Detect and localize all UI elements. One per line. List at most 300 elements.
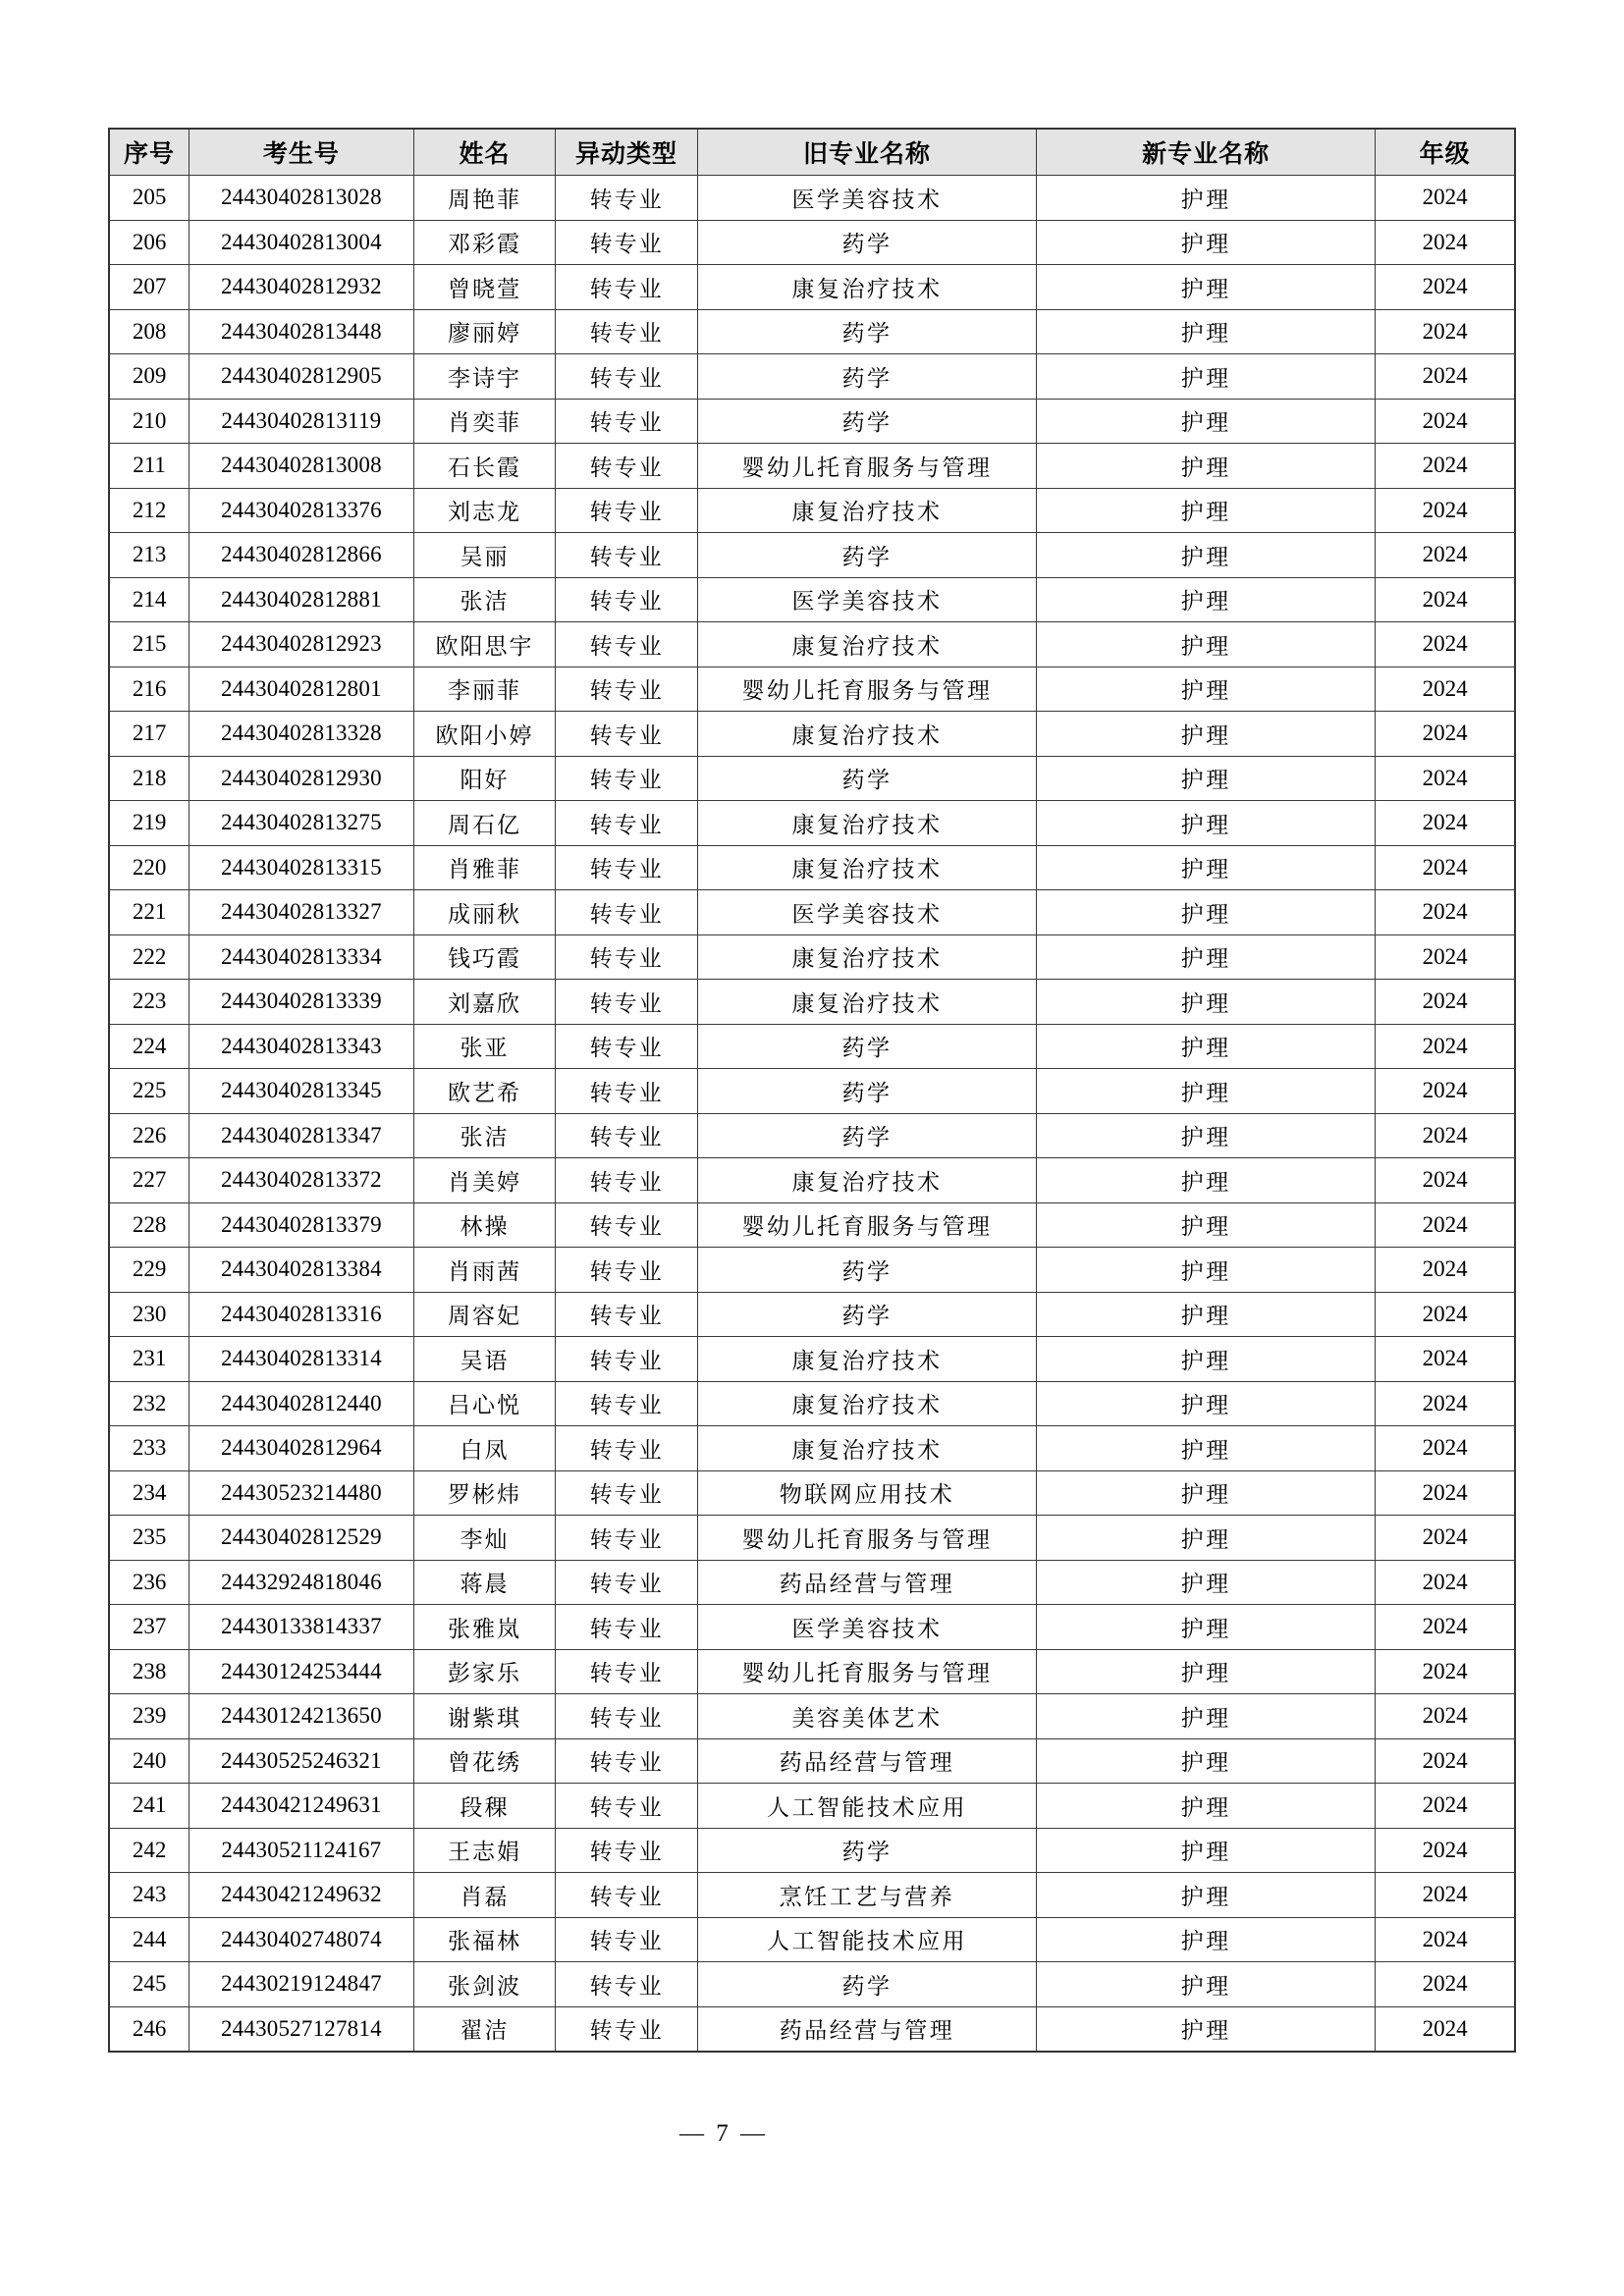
cell-exam-number: 24430402813334 xyxy=(189,934,414,980)
cell-exam-number: 24430402812923 xyxy=(189,622,414,667)
cell-name: 张洁 xyxy=(413,1113,556,1158)
cell-change-type: 转专业 xyxy=(556,934,698,980)
cell-exam-number: 24430124213650 xyxy=(189,1694,414,1739)
cell-old-major: 康复治疗技术 xyxy=(697,622,1036,667)
cell-grade: 2024 xyxy=(1376,354,1515,400)
cell-new-major: 护理 xyxy=(1037,1426,1376,1471)
cell-grade: 2024 xyxy=(1376,444,1515,489)
cell-exam-number: 24430402813448 xyxy=(189,309,414,354)
cell-exam-number: 24430402813008 xyxy=(189,444,414,489)
cell-change-type: 转专业 xyxy=(556,1158,698,1203)
cell-change-type: 转专业 xyxy=(556,1962,698,2007)
cell-sequence: 241 xyxy=(109,1784,189,1829)
cell-old-major: 康复治疗技术 xyxy=(697,488,1036,533)
cell-exam-number: 24430402812881 xyxy=(189,577,414,622)
cell-exam-number: 24430402812905 xyxy=(189,354,414,400)
cell-old-major: 药学 xyxy=(697,1292,1036,1337)
cell-old-major: 药学 xyxy=(697,1828,1036,1873)
cell-exam-number: 24430402813314 xyxy=(189,1337,414,1382)
cell-old-major: 烹饪工艺与营养 xyxy=(697,1873,1036,1918)
cell-exam-number: 24430521124167 xyxy=(189,1828,414,1873)
cell-old-major: 药品经营与管理 xyxy=(697,2006,1036,2052)
cell-change-type: 转专业 xyxy=(556,890,698,935)
cell-grade: 2024 xyxy=(1376,1113,1515,1158)
cell-new-major: 护理 xyxy=(1037,622,1376,667)
cell-exam-number: 24430402813119 xyxy=(189,399,414,444)
table-row xyxy=(109,1962,1515,2007)
cell-new-major: 护理 xyxy=(1037,1202,1376,1248)
table-row xyxy=(109,2006,1515,2052)
table-row xyxy=(109,1738,1515,1784)
cell-old-major: 药学 xyxy=(697,399,1036,444)
cell-old-major: 康复治疗技术 xyxy=(697,1337,1036,1382)
cell-sequence: 226 xyxy=(109,1113,189,1158)
cell-change-type: 转专业 xyxy=(556,801,698,846)
cell-old-major: 康复治疗技术 xyxy=(697,265,1036,310)
cell-change-type: 转专业 xyxy=(556,756,698,801)
cell-grade: 2024 xyxy=(1376,265,1515,310)
cell-grade: 2024 xyxy=(1376,1426,1515,1471)
cell-exam-number: 24430402812930 xyxy=(189,756,414,801)
cell-old-major: 药学 xyxy=(697,533,1036,578)
table-row xyxy=(109,1470,1515,1516)
cell-old-major: 康复治疗技术 xyxy=(697,801,1036,846)
cell-grade: 2024 xyxy=(1376,176,1515,221)
cell-new-major: 护理 xyxy=(1037,1784,1376,1829)
cell-old-major: 康复治疗技术 xyxy=(697,1381,1036,1426)
table-row xyxy=(109,1248,1515,1293)
cell-grade: 2024 xyxy=(1376,399,1515,444)
cell-exam-number: 24430402812932 xyxy=(189,265,414,310)
cell-old-major: 婴幼儿托育服务与管理 xyxy=(697,1202,1036,1248)
cell-exam-number: 24430402813376 xyxy=(189,488,414,533)
cell-sequence: 228 xyxy=(109,1202,189,1248)
table-row xyxy=(109,354,1515,400)
table-row xyxy=(109,1337,1515,1382)
cell-change-type: 转专业 xyxy=(556,1873,698,1918)
cell-change-type: 转专业 xyxy=(556,354,698,400)
cell-change-type: 转专业 xyxy=(556,1828,698,1873)
cell-new-major: 护理 xyxy=(1037,1470,1376,1516)
cell-new-major: 护理 xyxy=(1037,354,1376,400)
cell-sequence: 217 xyxy=(109,712,189,757)
cell-name: 肖雅菲 xyxy=(413,845,556,890)
cell-exam-number: 24430402813315 xyxy=(189,845,414,890)
cell-sequence: 216 xyxy=(109,667,189,712)
cell-name: 欧阳小婷 xyxy=(413,712,556,757)
cell-new-major: 护理 xyxy=(1037,890,1376,935)
cell-new-major: 护理 xyxy=(1037,399,1376,444)
table-row xyxy=(109,1158,1515,1203)
cell-old-major: 药学 xyxy=(697,1113,1036,1158)
cell-name: 刘嘉欣 xyxy=(413,980,556,1025)
cell-exam-number: 24430402813372 xyxy=(189,1158,414,1203)
cell-new-major: 护理 xyxy=(1037,667,1376,712)
cell-change-type: 转专业 xyxy=(556,1381,698,1426)
cell-new-major: 护理 xyxy=(1037,1649,1376,1694)
cell-name: 张亚 xyxy=(413,1024,556,1069)
cell-change-type: 转专业 xyxy=(556,533,698,578)
cell-grade: 2024 xyxy=(1376,1248,1515,1293)
cell-change-type: 转专业 xyxy=(556,1024,698,1069)
cell-exam-number: 24430402813345 xyxy=(189,1069,414,1114)
table-row xyxy=(109,1917,1515,1962)
cell-name: 成丽秋 xyxy=(413,890,556,935)
cell-change-type: 转专业 xyxy=(556,1426,698,1471)
table-row xyxy=(109,712,1515,757)
cell-new-major: 护理 xyxy=(1037,1337,1376,1382)
cell-sequence: 244 xyxy=(109,1917,189,1962)
cell-sequence: 214 xyxy=(109,577,189,622)
cell-new-major: 护理 xyxy=(1037,577,1376,622)
cell-sequence: 212 xyxy=(109,488,189,533)
table-row xyxy=(109,890,1515,935)
cell-change-type: 转专业 xyxy=(556,176,698,221)
cell-grade: 2024 xyxy=(1376,934,1515,980)
cell-change-type: 转专业 xyxy=(556,1784,698,1829)
table-row xyxy=(109,444,1515,489)
cell-sequence: 240 xyxy=(109,1738,189,1784)
cell-old-major: 人工智能技术应用 xyxy=(697,1917,1036,1962)
cell-new-major: 护理 xyxy=(1037,980,1376,1025)
cell-name: 罗彬炜 xyxy=(413,1470,556,1516)
cell-sequence: 238 xyxy=(109,1649,189,1694)
table-row xyxy=(109,399,1515,444)
cell-old-major: 康复治疗技术 xyxy=(697,1158,1036,1203)
cell-old-major: 人工智能技术应用 xyxy=(697,1784,1036,1829)
cell-sequence: 246 xyxy=(109,2006,189,2052)
table-row xyxy=(109,1381,1515,1426)
cell-sequence: 231 xyxy=(109,1337,189,1382)
cell-grade: 2024 xyxy=(1376,756,1515,801)
cell-old-major: 药品经营与管理 xyxy=(697,1560,1036,1605)
cell-name: 彭家乐 xyxy=(413,1649,556,1694)
cell-sequence: 243 xyxy=(109,1873,189,1918)
table-row xyxy=(109,980,1515,1025)
cell-old-major: 药学 xyxy=(697,309,1036,354)
cell-exam-number: 24430421249632 xyxy=(189,1873,414,1918)
cell-old-major: 康复治疗技术 xyxy=(697,845,1036,890)
cell-exam-number: 24430402813028 xyxy=(189,176,414,221)
cell-grade: 2024 xyxy=(1376,309,1515,354)
cell-new-major: 护理 xyxy=(1037,1694,1376,1739)
cell-sequence: 239 xyxy=(109,1694,189,1739)
cell-exam-number: 24430525246321 xyxy=(189,1738,414,1784)
cell-new-major: 护理 xyxy=(1037,1248,1376,1293)
cell-new-major: 护理 xyxy=(1037,2006,1376,2052)
cell-exam-number: 24430402813347 xyxy=(189,1113,414,1158)
column-header-name: 姓名 xyxy=(413,129,556,176)
cell-change-type: 转专业 xyxy=(556,712,698,757)
table-row xyxy=(109,756,1515,801)
cell-sequence: 224 xyxy=(109,1024,189,1069)
cell-name: 张福林 xyxy=(413,1917,556,1962)
cell-old-major: 医学美容技术 xyxy=(697,890,1036,935)
table-row xyxy=(109,1694,1515,1739)
cell-sequence: 213 xyxy=(109,533,189,578)
cell-change-type: 转专业 xyxy=(556,444,698,489)
table-row xyxy=(109,1069,1515,1114)
cell-change-type: 转专业 xyxy=(556,1292,698,1337)
cell-name: 石长霞 xyxy=(413,444,556,489)
cell-grade: 2024 xyxy=(1376,1649,1515,1694)
cell-exam-number: 24430219124847 xyxy=(189,1962,414,2007)
cell-name: 张雅岚 xyxy=(413,1605,556,1650)
cell-new-major: 护理 xyxy=(1037,1962,1376,2007)
table-row xyxy=(109,220,1515,265)
cell-sequence: 205 xyxy=(109,176,189,221)
cell-new-major: 护理 xyxy=(1037,1113,1376,1158)
cell-grade: 2024 xyxy=(1376,1917,1515,1962)
cell-grade: 2024 xyxy=(1376,2006,1515,2052)
cell-change-type: 转专业 xyxy=(556,265,698,310)
cell-new-major: 护理 xyxy=(1037,1828,1376,1873)
cell-change-type: 转专业 xyxy=(556,1248,698,1293)
cell-old-major: 药学 xyxy=(697,1069,1036,1114)
cell-grade: 2024 xyxy=(1376,712,1515,757)
cell-new-major: 护理 xyxy=(1037,444,1376,489)
cell-new-major: 护理 xyxy=(1037,1292,1376,1337)
table-row xyxy=(109,1784,1515,1829)
cell-old-major: 药学 xyxy=(697,354,1036,400)
column-header-grade: 年级 xyxy=(1376,129,1515,176)
cell-grade: 2024 xyxy=(1376,220,1515,265)
cell-new-major: 护理 xyxy=(1037,1917,1376,1962)
cell-grade: 2024 xyxy=(1376,1381,1515,1426)
cell-sequence: 245 xyxy=(109,1962,189,2007)
table-row xyxy=(109,934,1515,980)
cell-change-type: 转专业 xyxy=(556,1649,698,1694)
cell-old-major: 康复治疗技术 xyxy=(697,934,1036,980)
cell-old-major: 药学 xyxy=(697,220,1036,265)
cell-name: 吴丽 xyxy=(413,533,556,578)
table-row xyxy=(109,265,1515,310)
cell-sequence: 229 xyxy=(109,1248,189,1293)
cell-change-type: 转专业 xyxy=(556,1202,698,1248)
cell-name: 王志娟 xyxy=(413,1828,556,1873)
student-major-change-table xyxy=(108,128,1516,2053)
table-row xyxy=(109,622,1515,667)
cell-exam-number: 24430402812440 xyxy=(189,1381,414,1426)
cell-name: 肖磊 xyxy=(413,1873,556,1918)
cell-grade: 2024 xyxy=(1376,980,1515,1025)
table-row xyxy=(109,1202,1515,1248)
cell-sequence: 207 xyxy=(109,265,189,310)
cell-change-type: 转专业 xyxy=(556,1113,698,1158)
cell-old-major: 医学美容技术 xyxy=(697,1605,1036,1650)
cell-name: 邓彩霞 xyxy=(413,220,556,265)
table-row xyxy=(109,1516,1515,1561)
cell-grade: 2024 xyxy=(1376,1516,1515,1561)
cell-grade: 2024 xyxy=(1376,1470,1515,1516)
cell-name: 林操 xyxy=(413,1202,556,1248)
table-row xyxy=(109,1292,1515,1337)
cell-sequence: 230 xyxy=(109,1292,189,1337)
cell-change-type: 转专业 xyxy=(556,1337,698,1382)
cell-name: 肖美婷 xyxy=(413,1158,556,1203)
cell-new-major: 护理 xyxy=(1037,309,1376,354)
cell-old-major: 药学 xyxy=(697,1962,1036,2007)
cell-change-type: 转专业 xyxy=(556,2006,698,2052)
column-header-new-major: 新专业名称 xyxy=(1037,129,1376,176)
cell-change-type: 转专业 xyxy=(556,577,698,622)
cell-grade: 2024 xyxy=(1376,1292,1515,1337)
cell-sequence: 233 xyxy=(109,1426,189,1471)
cell-new-major: 护理 xyxy=(1037,712,1376,757)
column-header-exam-number: 考生号 xyxy=(189,129,414,176)
column-header-old-major: 旧专业名称 xyxy=(697,129,1036,176)
cell-exam-number: 24430523214480 xyxy=(189,1470,414,1516)
cell-exam-number: 24430402813384 xyxy=(189,1248,414,1293)
cell-sequence: 236 xyxy=(109,1560,189,1605)
cell-grade: 2024 xyxy=(1376,1828,1515,1873)
cell-change-type: 转专业 xyxy=(556,1560,698,1605)
student-major-change-table-container xyxy=(108,128,1516,2053)
cell-sequence: 235 xyxy=(109,1516,189,1561)
cell-old-major: 美容美体艺术 xyxy=(697,1694,1036,1739)
cell-exam-number: 24430402812801 xyxy=(189,667,414,712)
cell-old-major: 婴幼儿托育服务与管理 xyxy=(697,1516,1036,1561)
cell-old-major: 药学 xyxy=(697,1024,1036,1069)
cell-exam-number: 24430124253444 xyxy=(189,1649,414,1694)
cell-old-major: 婴幼儿托育服务与管理 xyxy=(697,444,1036,489)
cell-change-type: 转专业 xyxy=(556,1516,698,1561)
cell-new-major: 护理 xyxy=(1037,1024,1376,1069)
cell-change-type: 转专业 xyxy=(556,1470,698,1516)
cell-name: 欧阳思宇 xyxy=(413,622,556,667)
cell-name: 周艳菲 xyxy=(413,176,556,221)
cell-old-major: 康复治疗技术 xyxy=(697,712,1036,757)
cell-exam-number: 24430402812964 xyxy=(189,1426,414,1471)
cell-name: 肖奕菲 xyxy=(413,399,556,444)
cell-sequence: 210 xyxy=(109,399,189,444)
cell-new-major: 护理 xyxy=(1037,533,1376,578)
table-row xyxy=(109,577,1515,622)
table-header xyxy=(109,129,1515,176)
cell-change-type: 转专业 xyxy=(556,1069,698,1114)
column-header-change-type: 异动类型 xyxy=(556,129,698,176)
cell-name: 阳好 xyxy=(413,756,556,801)
table-row xyxy=(109,1024,1515,1069)
cell-name: 蒋晨 xyxy=(413,1560,556,1605)
cell-grade: 2024 xyxy=(1376,1024,1515,1069)
cell-grade: 2024 xyxy=(1376,488,1515,533)
cell-grade: 2024 xyxy=(1376,1158,1515,1203)
cell-name: 张剑波 xyxy=(413,1962,556,2007)
cell-name: 欧艺希 xyxy=(413,1069,556,1114)
cell-exam-number: 24430402813343 xyxy=(189,1024,414,1069)
cell-new-major: 护理 xyxy=(1037,1158,1376,1203)
cell-new-major: 护理 xyxy=(1037,1873,1376,1918)
table-row xyxy=(109,1605,1515,1650)
cell-exam-number: 24430402812866 xyxy=(189,533,414,578)
cell-name: 周石亿 xyxy=(413,801,556,846)
cell-change-type: 转专业 xyxy=(556,1917,698,1962)
cell-grade: 2024 xyxy=(1376,1694,1515,1739)
cell-new-major: 护理 xyxy=(1037,265,1376,310)
cell-change-type: 转专业 xyxy=(556,220,698,265)
column-header-sequence: 序号 xyxy=(109,129,189,176)
table-row xyxy=(109,1828,1515,1873)
cell-new-major: 护理 xyxy=(1037,1516,1376,1561)
cell-old-major: 药品经营与管理 xyxy=(697,1738,1036,1784)
table-row xyxy=(109,1873,1515,1918)
table-row xyxy=(109,845,1515,890)
cell-sequence: 209 xyxy=(109,354,189,400)
page-number-footer: — 7 — xyxy=(679,2120,768,2147)
cell-new-major: 护理 xyxy=(1037,756,1376,801)
cell-sequence: 211 xyxy=(109,444,189,489)
cell-change-type: 转专业 xyxy=(556,309,698,354)
cell-name: 周容妃 xyxy=(413,1292,556,1337)
table-row xyxy=(109,1560,1515,1605)
cell-grade: 2024 xyxy=(1376,1962,1515,2007)
cell-new-major: 护理 xyxy=(1037,1605,1376,1650)
cell-exam-number: 24430402748074 xyxy=(189,1917,414,1962)
cell-exam-number: 24430402813275 xyxy=(189,801,414,846)
cell-exam-number: 24430402813379 xyxy=(189,1202,414,1248)
cell-grade: 2024 xyxy=(1376,1605,1515,1650)
cell-sequence: 221 xyxy=(109,890,189,935)
cell-change-type: 转专业 xyxy=(556,1605,698,1650)
cell-name: 李诗宇 xyxy=(413,354,556,400)
cell-old-major: 婴幼儿托育服务与管理 xyxy=(697,667,1036,712)
cell-new-major: 护理 xyxy=(1037,220,1376,265)
cell-old-major: 药学 xyxy=(697,756,1036,801)
cell-grade: 2024 xyxy=(1376,1784,1515,1829)
cell-old-major: 物联网应用技术 xyxy=(697,1470,1036,1516)
cell-name: 白凤 xyxy=(413,1426,556,1471)
table-row xyxy=(109,1113,1515,1158)
cell-grade: 2024 xyxy=(1376,890,1515,935)
cell-exam-number: 24430402813339 xyxy=(189,980,414,1025)
cell-sequence: 232 xyxy=(109,1381,189,1426)
cell-exam-number: 24430133814337 xyxy=(189,1605,414,1650)
cell-old-major: 康复治疗技术 xyxy=(697,980,1036,1025)
cell-name: 廖丽婷 xyxy=(413,309,556,354)
cell-new-major: 护理 xyxy=(1037,801,1376,846)
table-header-row xyxy=(109,129,1515,176)
cell-exam-number: 24430527127814 xyxy=(189,2006,414,2052)
cell-name: 肖雨茜 xyxy=(413,1248,556,1293)
cell-grade: 2024 xyxy=(1376,1337,1515,1382)
cell-old-major: 医学美容技术 xyxy=(697,577,1036,622)
cell-sequence: 242 xyxy=(109,1828,189,1873)
cell-old-major: 医学美容技术 xyxy=(697,176,1036,221)
cell-sequence: 218 xyxy=(109,756,189,801)
cell-change-type: 转专业 xyxy=(556,667,698,712)
cell-sequence: 237 xyxy=(109,1605,189,1650)
cell-change-type: 转专业 xyxy=(556,845,698,890)
table-row xyxy=(109,1649,1515,1694)
cell-grade: 2024 xyxy=(1376,1873,1515,1918)
cell-exam-number: 24430402813328 xyxy=(189,712,414,757)
cell-new-major: 护理 xyxy=(1037,1560,1376,1605)
cell-sequence: 220 xyxy=(109,845,189,890)
cell-name: 刘志龙 xyxy=(413,488,556,533)
cell-new-major: 护理 xyxy=(1037,845,1376,890)
cell-name: 张洁 xyxy=(413,577,556,622)
cell-name: 吴语 xyxy=(413,1337,556,1382)
table-row xyxy=(109,176,1515,221)
cell-grade: 2024 xyxy=(1376,1738,1515,1784)
table-row xyxy=(109,1426,1515,1471)
cell-exam-number: 24430421249631 xyxy=(189,1784,414,1829)
table-row xyxy=(109,309,1515,354)
cell-name: 曾花绣 xyxy=(413,1738,556,1784)
cell-grade: 2024 xyxy=(1376,667,1515,712)
cell-name: 谢紫琪 xyxy=(413,1694,556,1739)
